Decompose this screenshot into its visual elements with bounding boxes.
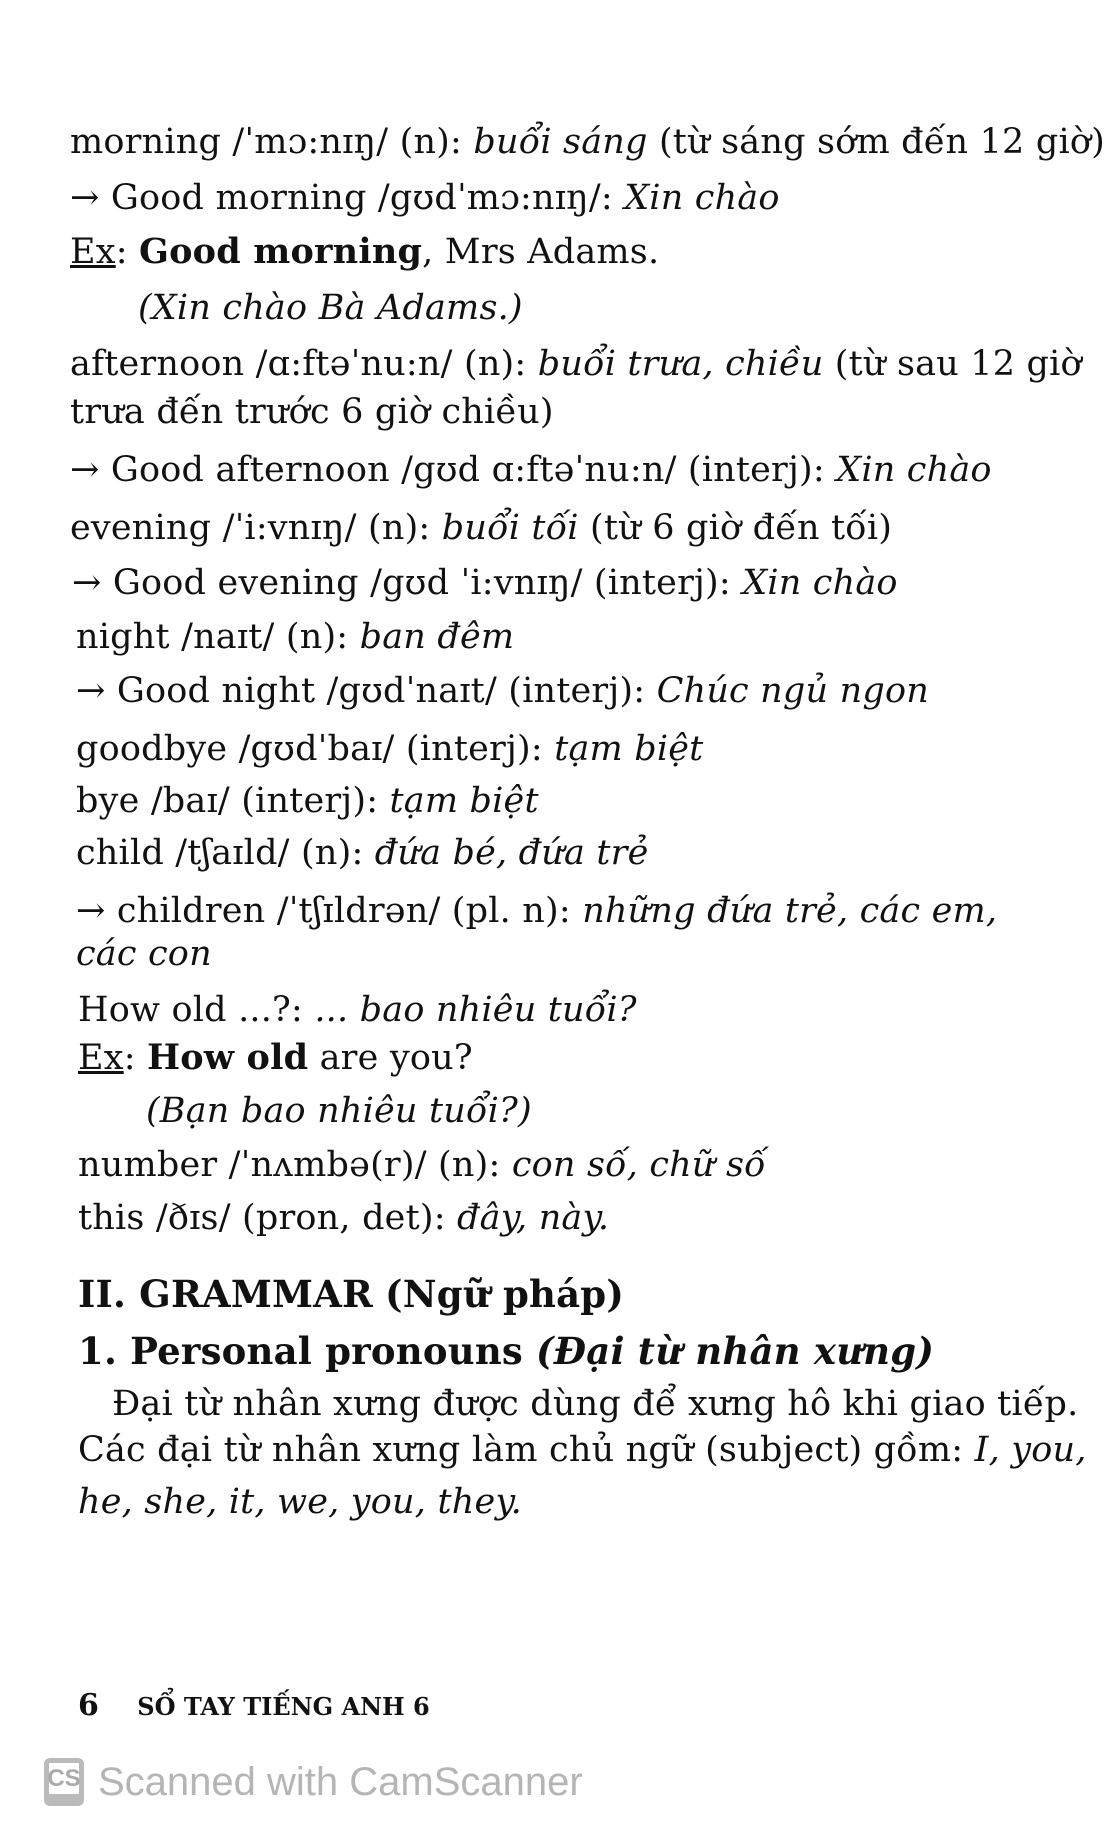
text-segment: :	[123, 1038, 148, 1078]
book-title: SỔ TAY TIẾNG ANH 6	[137, 1692, 430, 1721]
text-line	[70, 448, 992, 492]
text-segment: buổi tối	[441, 508, 579, 548]
text-line	[70, 506, 892, 550]
text-line	[76, 669, 929, 713]
text-segment: child /tʃaɪld/ (n):	[76, 833, 375, 873]
text-segment: I, you,	[974, 1430, 1087, 1470]
text-segment: number /ˈnʌmbə(r)/ (n):	[78, 1145, 512, 1185]
text-segment: Xin chào	[624, 178, 780, 218]
text-line	[70, 120, 1105, 164]
text-line	[70, 176, 780, 220]
text-line	[70, 342, 1082, 386]
text-segment: Xin chào	[742, 563, 898, 603]
text-segment: (Đại từ nhân xưng)	[536, 1329, 935, 1373]
text-segment: Chúc ngủ ngon	[656, 671, 929, 711]
text-segment: trưa đến trước 6 giờ chiều)	[70, 392, 554, 432]
text-segment: các con	[76, 934, 212, 974]
text-segment: this /ðɪs/ (pron, det):	[78, 1198, 458, 1238]
text-segment: tạm biệt	[389, 781, 539, 821]
text-line	[76, 932, 212, 976]
text-segment: (từ sau 12 giờ	[823, 344, 1082, 384]
text-segment: (Xin chào Bà Adams.)	[70, 288, 523, 328]
text-line	[70, 390, 554, 434]
watermark-text: Scanned with CamScanner	[98, 1760, 583, 1804]
text-segment: → Good morning /gʊdˈmɔ:nɪŋ/:	[70, 178, 625, 218]
text-line	[76, 727, 703, 771]
text-segment: con số, chữ số	[511, 1145, 766, 1185]
text-line	[78, 1428, 1087, 1472]
text-segment: are you?	[308, 1038, 473, 1078]
text-segment: :	[115, 232, 140, 272]
text-segment: How old	[147, 1037, 309, 1078]
text-segment: tạm biệt	[554, 729, 704, 769]
text-segment: ... bao nhiêu tuổi?	[314, 990, 637, 1030]
text-segment: Ex	[70, 232, 116, 272]
text-segment: ban đêm	[359, 617, 515, 657]
text-segment: buổi trưa, chiều	[537, 344, 824, 384]
section-heading	[78, 1329, 934, 1374]
text-line	[78, 1089, 532, 1133]
text-segment: Đại từ nhân xưng được dùng để xưng hô khi giao tiếp.	[78, 1384, 1079, 1424]
text-segment: → Good evening /gʊd ˈi:vnɪŋ/ (interj):	[72, 563, 743, 603]
text-segment: he, she, it, we, you, they.	[78, 1482, 523, 1522]
text-segment: những đứa trẻ, các em,	[582, 891, 998, 931]
text-segment: (Bạn bao nhiêu tuổi?)	[78, 1091, 532, 1131]
text-line	[78, 1143, 766, 1187]
text-segment: night /naɪt/ (n):	[76, 617, 360, 657]
text-segment: (Ngữ pháp)	[384, 1272, 625, 1316]
text-line	[72, 561, 898, 605]
text-segment: đây, này.	[457, 1198, 610, 1238]
text-line	[76, 615, 514, 659]
text-segment: , Mrs Adams.	[422, 232, 660, 272]
text-segment: 1. Personal pronouns	[78, 1329, 537, 1373]
text-line	[76, 831, 649, 875]
text-segment: Các đại từ nhân xưng làm chủ ngữ (subject) gồm:	[78, 1430, 975, 1470]
text-line	[70, 230, 659, 274]
text-segment: morning /ˈmɔ:nɪŋ/ (n):	[70, 122, 474, 162]
text-segment	[373, 1273, 385, 1316]
text-segment: II. GRAMMAR	[78, 1272, 374, 1316]
text-line	[76, 889, 997, 933]
text-segment: → children /ˈtʃɪldrən/ (pl. n):	[76, 891, 583, 931]
text-segment: (từ sáng sớm đến 12 giờ)	[647, 122, 1105, 162]
camscanner-logo-icon: CS	[44, 1758, 84, 1806]
text-segment: buổi sáng	[473, 122, 648, 162]
text-line	[78, 1036, 473, 1080]
camscanner-watermark	[44, 1758, 583, 1806]
section-heading	[78, 1272, 624, 1317]
text-segment: Good morning	[139, 231, 423, 272]
page-number: 6	[78, 1688, 99, 1723]
text-line	[78, 1196, 609, 1240]
text-segment: goodbye /gʊdˈbaɪ/ (interj):	[76, 729, 555, 769]
text-segment: → Good afternoon /gʊd ɑ:ftəˈnu:n/ (interj):	[70, 450, 837, 490]
text-line	[78, 1480, 522, 1524]
text-segment: → Good night /gʊdˈnaɪt/ (interj):	[76, 671, 657, 711]
text-line	[78, 988, 637, 1032]
page-footer	[78, 1688, 430, 1725]
text-line	[76, 779, 539, 823]
text-segment: evening /ˈi:vnɪŋ/ (n):	[70, 508, 442, 548]
text-segment: How old ...?:	[78, 990, 315, 1030]
text-segment: Xin chào	[836, 450, 992, 490]
text-segment: afternoon /ɑ:ftəˈnu:n/ (n):	[70, 344, 538, 384]
text-segment: đứa bé, đứa trẻ	[374, 833, 649, 873]
text-line	[70, 286, 523, 330]
text-segment: Ex	[78, 1038, 124, 1078]
text-segment: bye /baɪ/ (interj):	[76, 781, 390, 821]
text-segment: (từ 6 giờ đến tối)	[578, 508, 893, 548]
text-line	[78, 1382, 1079, 1426]
